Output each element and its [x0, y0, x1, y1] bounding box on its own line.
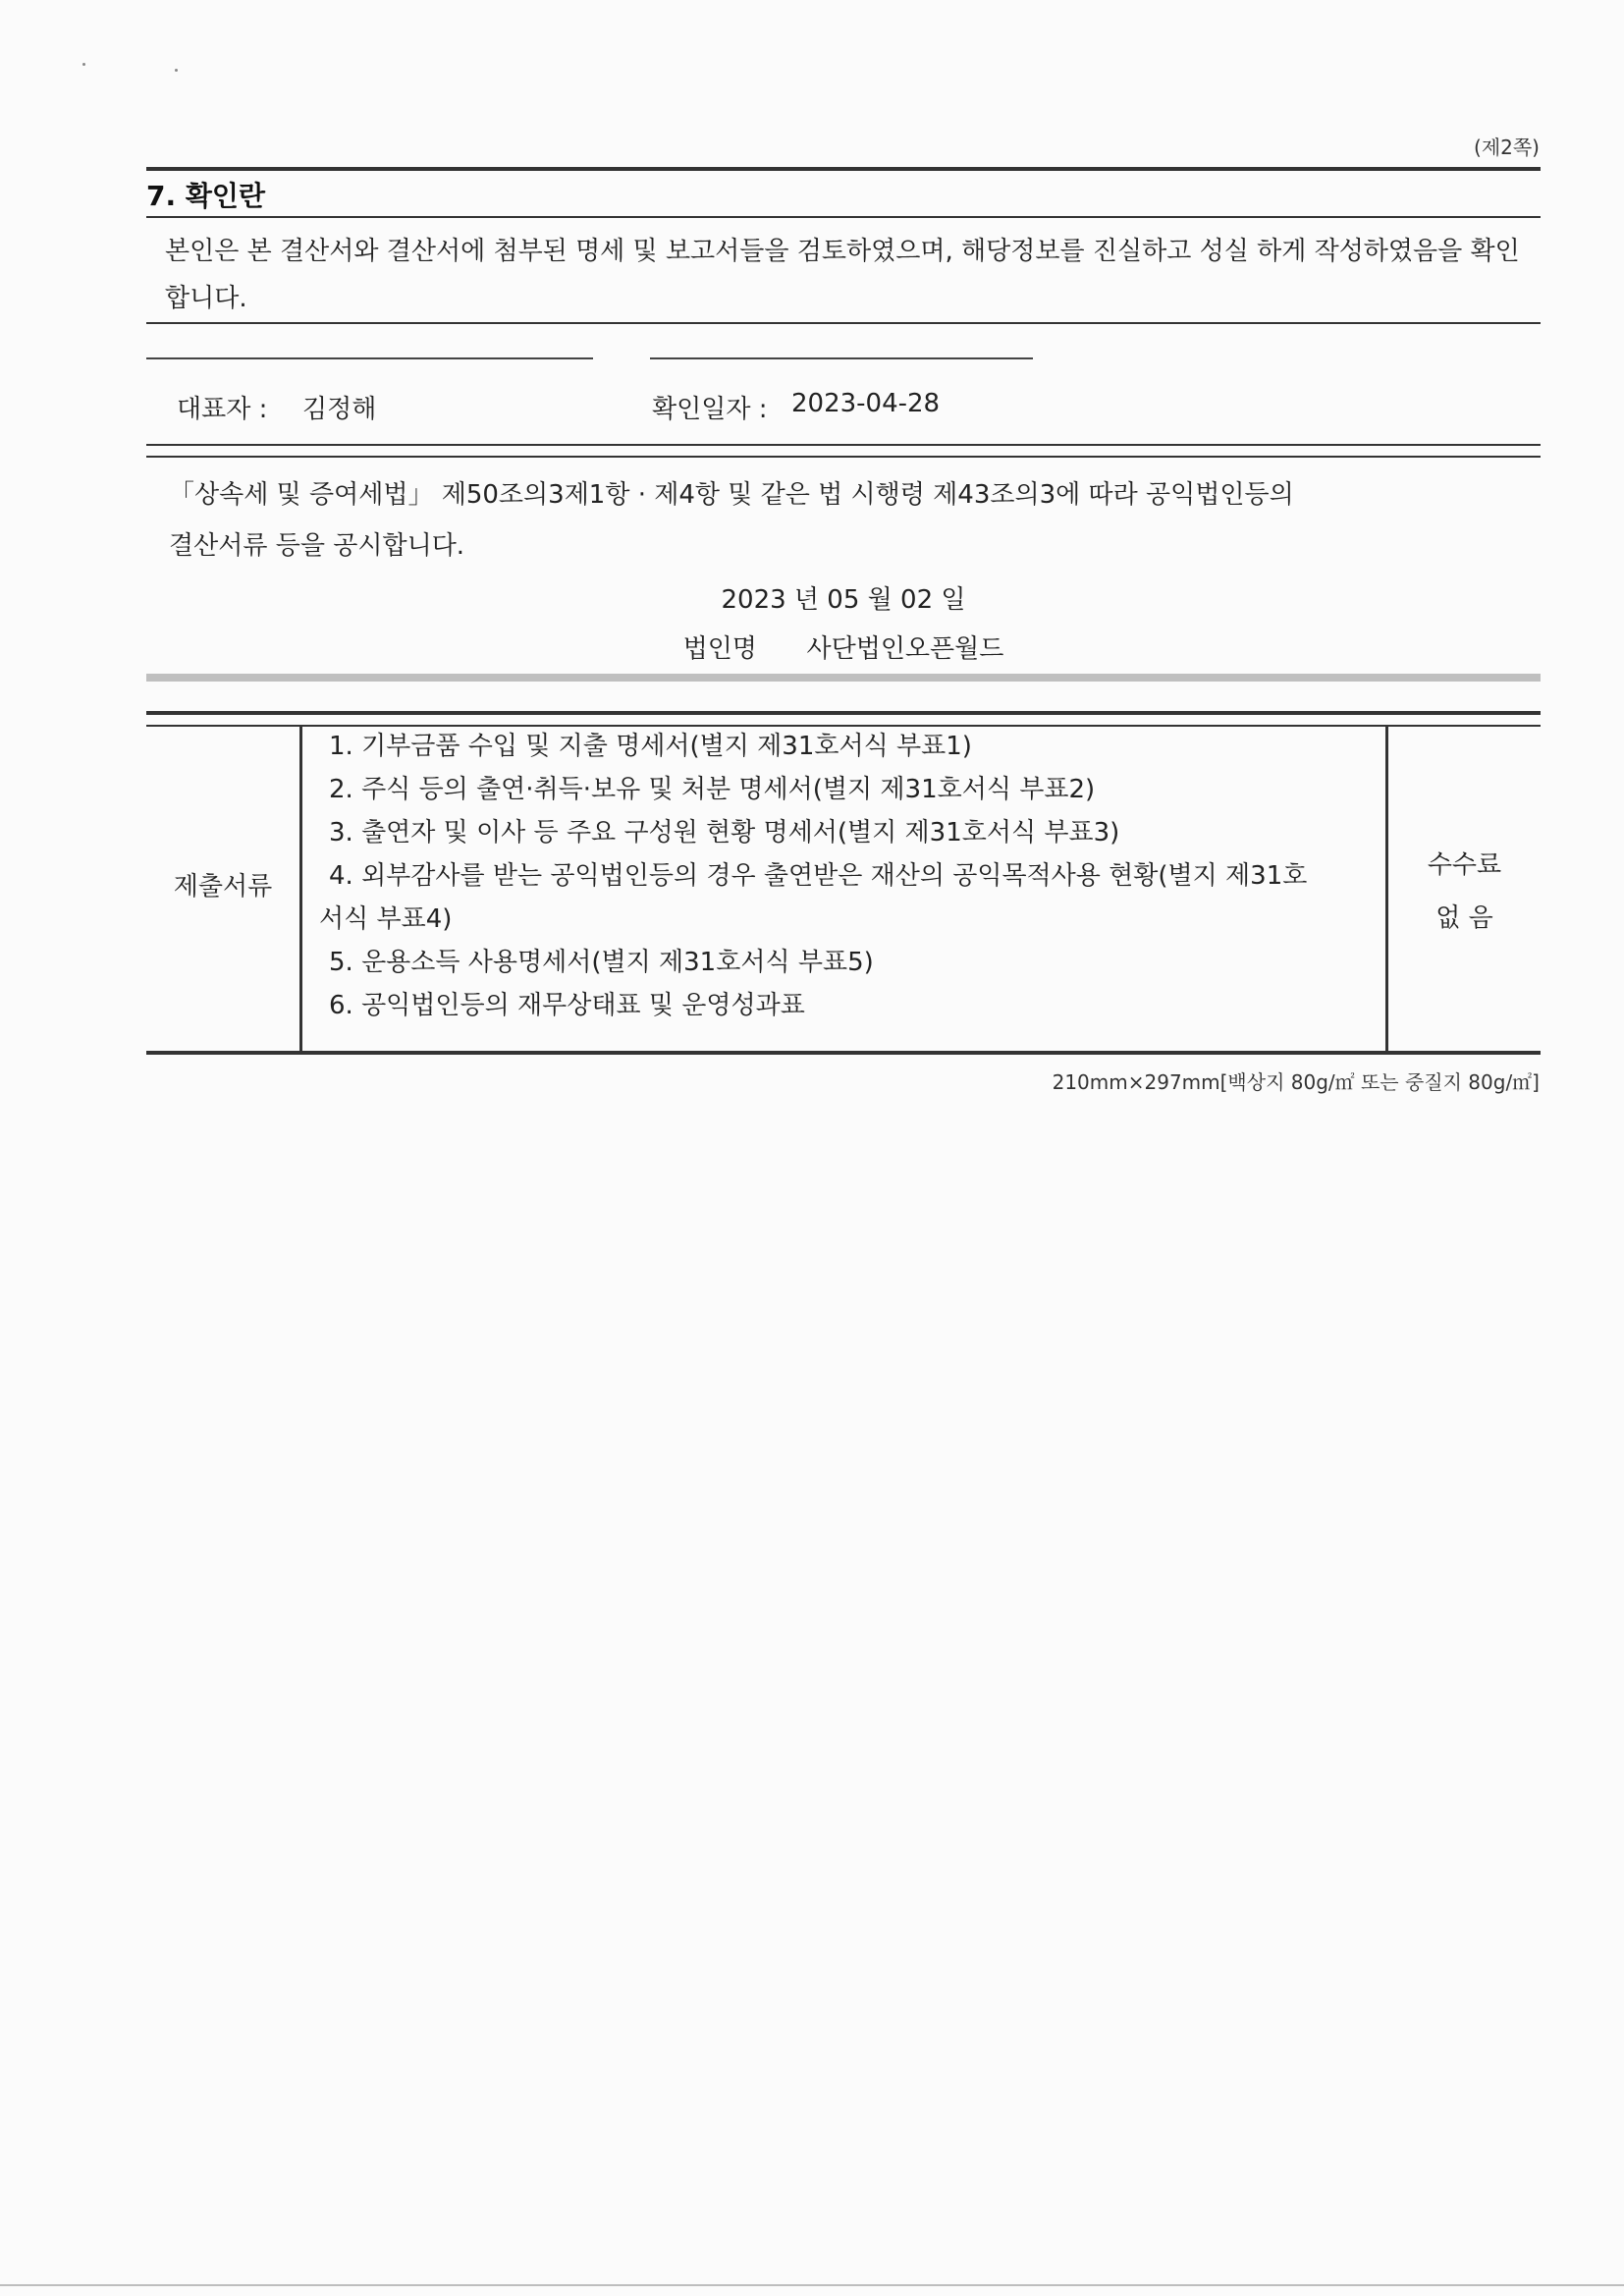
fee-value: 없 음	[1435, 903, 1493, 933]
submission-table	[146, 725, 1541, 1053]
submission-item: 5. 운용소득 사용명세서(별지 제31호서식 부표5)	[329, 948, 874, 977]
submission-item: 2. 주식 등의 출연·취득·보유 및 처분 명세서(별지 제31호서식 부표2)	[329, 775, 1096, 804]
fee-label: 수수료	[1427, 850, 1502, 880]
signature-line-date	[650, 357, 1033, 359]
submission-label: 제출서류	[173, 872, 273, 902]
paper-spec: 210mm×297mm[백상지 80g/㎡ 또는 중질지 80g/㎡]	[1052, 1070, 1540, 1094]
submission-list	[319, 725, 1533, 1027]
law-text-line-1: 「상속세 및 증여세법」 제50조의3제1항 · 제4항 및 같은 법 시행령 제43조의3에 따라 공익법인등의	[169, 480, 1294, 510]
corp-name: 사단법인오픈월드	[806, 634, 1004, 664]
table-top-rule-thick	[146, 711, 1541, 715]
submission-item: 1. 기부금품 수입 및 지출 명세서(별지 제31호서식 부표1)	[329, 732, 972, 761]
confirm-date-value: 2023-04-28	[791, 389, 941, 418]
disclosure-date: 2023 년 05 월 02 일	[721, 585, 966, 615]
law-text-line-2: 결산서류 등을 공시합니다.	[169, 531, 465, 561]
corp-name-label: 법인명	[682, 634, 757, 664]
representative-label: 대표자 :	[177, 395, 268, 424]
submission-item: 4. 외부감사를 받는 공익법인등의 경우 출연받은 재산의 공익목적사용 현황(별지 제31호	[329, 861, 1308, 891]
submission-item: 6. 공익법인등의 재무상태표 및 운영성과표	[329, 991, 805, 1020]
confirmation-statement: 본인은 본 결산서와 결산서에 첨부된 명세 및 보고서들을 검토하였으며, 해당정보를 진실하고 성실 하게 작성하였음을 확인합니다.	[165, 237, 1520, 313]
top-rule	[146, 167, 1541, 171]
sig-rule-2	[146, 456, 1541, 458]
signature-line-representative	[146, 357, 593, 359]
table-bottom-rule	[146, 1051, 1541, 1055]
confirmation-title: 7. 확인란	[146, 180, 266, 212]
sig-rule-1	[146, 444, 1541, 446]
grey-separator	[146, 674, 1541, 682]
corp-name-line	[146, 629, 1541, 665]
title-rule	[146, 216, 1541, 218]
scan-edge	[0, 2284, 1624, 2286]
scan-speck	[82, 63, 85, 66]
representative-name: 김정해	[302, 395, 377, 424]
confirm-date-label: 확인일자 :	[652, 395, 768, 424]
statement-rule	[146, 322, 1541, 324]
page-number: (제2쪽)	[1474, 136, 1540, 159]
submission-item-continued: 서식 부표4)	[319, 904, 453, 934]
disclosure-law-text	[169, 469, 1445, 572]
table-divider-left	[299, 725, 302, 1053]
submission-item: 3. 출연자 및 이사 등 주요 구성원 현황 명세서(별지 제31호서식 부표3)	[329, 818, 1120, 847]
scan-speck	[175, 69, 178, 72]
